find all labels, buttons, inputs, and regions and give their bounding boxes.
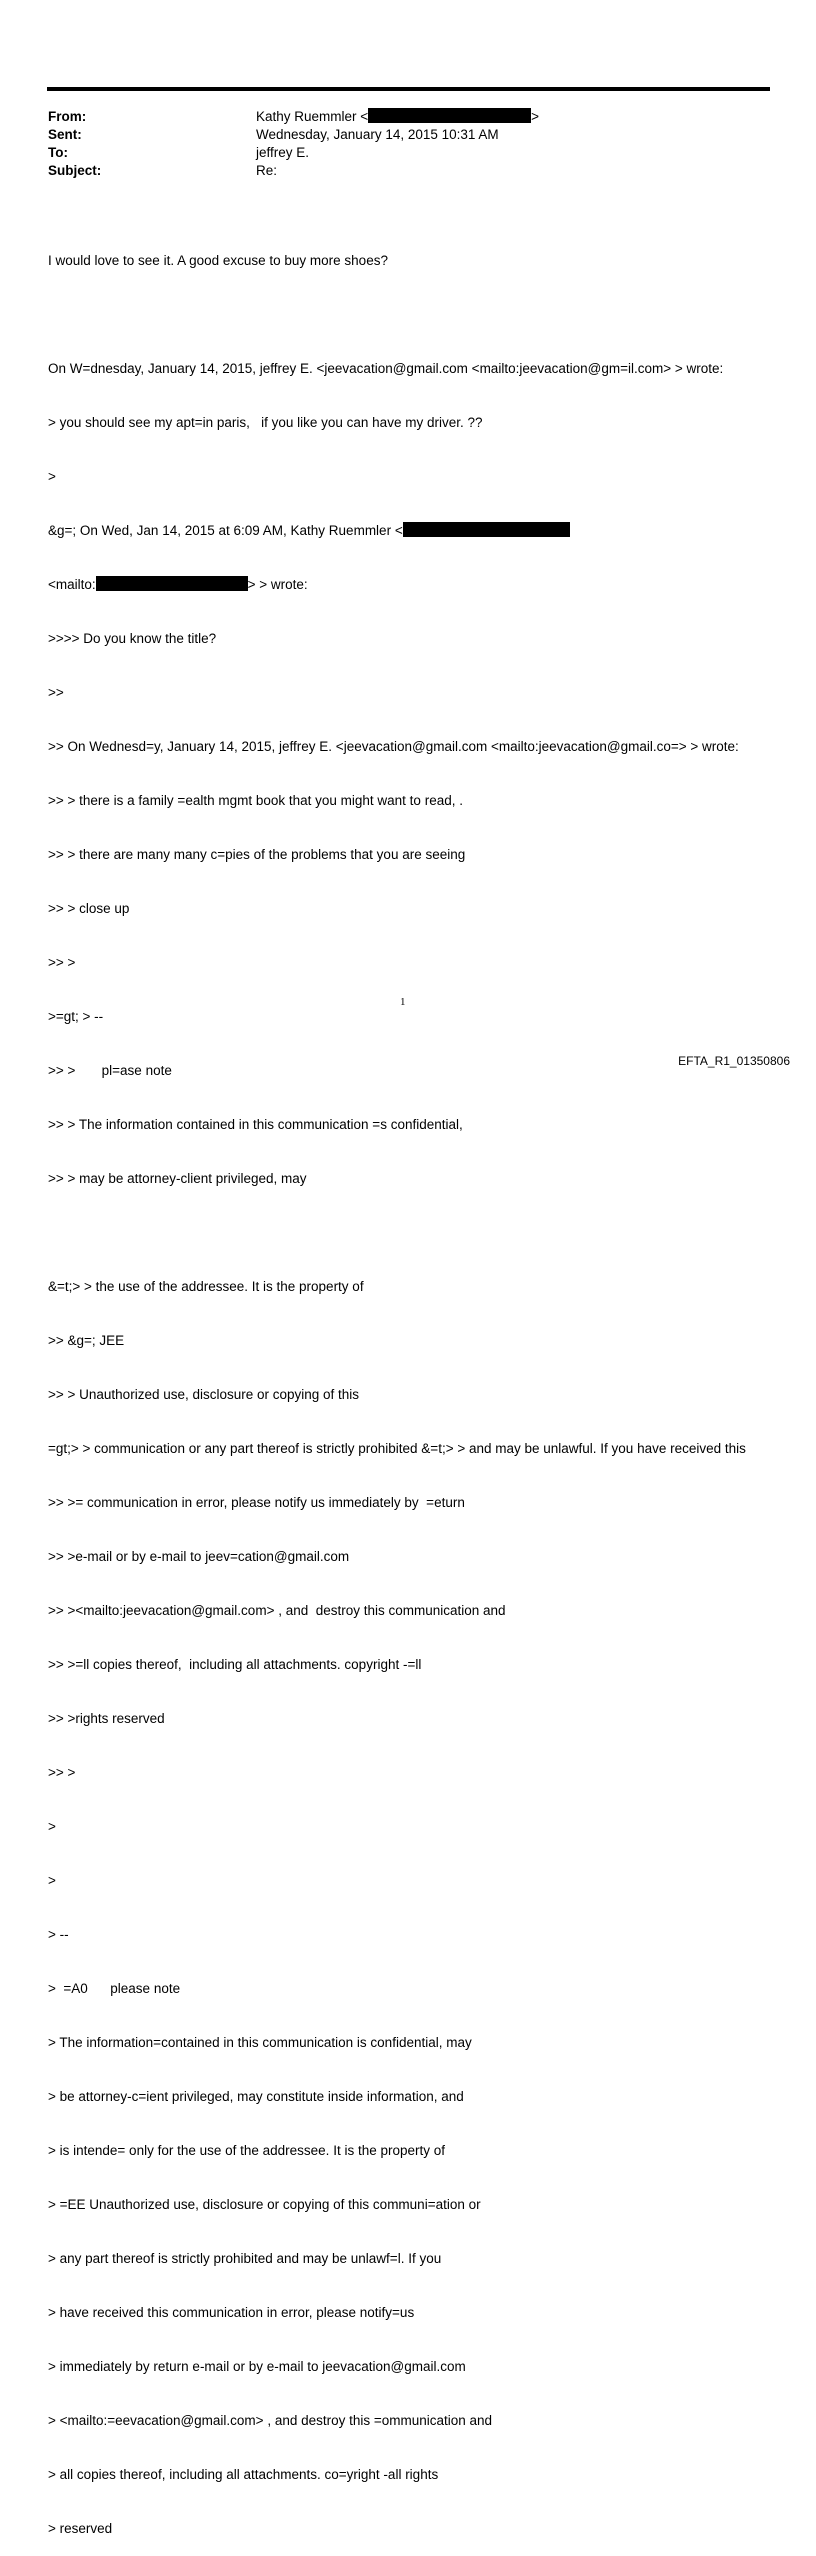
header-rule [47,87,770,91]
body-line: > -- [48,1927,69,1942]
body-line: > =EE Unauthorized use, disclosure or copying of this communi=ation or [48,2197,481,2212]
body-line: >> [48,685,64,700]
subject-label: Subject: [48,163,102,178]
body-line: &=t;> > the use of the addressee. It is the property of [48,1279,364,1294]
from-value [256,108,539,126]
body-line: > [48,1819,56,1834]
body-line: >> > there is a family =ealth mgmt book that you might want to read, . [48,793,463,808]
body-line: > immediately by return e-mail or by e-mail to jeevacation@gmail.com [48,2359,466,2374]
body-line: >> >rights reserved [48,1711,165,1726]
body-line: >> > [48,955,76,970]
body-line: >>>> Do you know the title? [48,631,217,646]
body-line: >> >=ll copies thereof, including all attachments. copyright -=ll [48,1657,422,1672]
body-line: > is intende= only for the use of the addressee. It is the property of [48,2143,445,2158]
from-close: > [531,109,540,124]
body-line: > [48,469,56,484]
body-line: > <mailto:=eevacation@gmail.com> , and destroy this =ommunication and [48,2413,493,2428]
body-line [48,306,768,324]
body-line [48,576,768,594]
body-line: >> > pl=ase note [48,1063,172,1078]
body-line: >> > may be attorney-client privileged, may [48,1171,307,1186]
sent-label: Sent: [48,127,82,142]
page-number: 1 [400,996,406,1008]
body-line: >> > Unauthorized use, disclosure or copying of this [48,1387,360,1402]
email-body [48,216,768,2556]
body-line: =gt;> > communication or any part thereof is strictly prohibited &=t;> > and may be unlawful. If you have received this [48,1441,746,1456]
body-line: >> On Wednesd=y, January 14, 2015, jeffrey E. <jeevacation@gmail.com <mailto:jeevacation@gmail.co=> > wrote: [48,739,739,754]
to-row [48,144,539,162]
to-value: jeffrey E. [256,145,310,160]
from-row [48,108,539,126]
body-line: > you should see my apt=in paris, if you like you can have my driver. ?? [48,415,483,430]
wrote-text: > > wrote: [247,577,308,592]
body-line: >> > there are many many c=pies of the problems that you are seeing [48,847,466,862]
redaction-block [403,522,570,537]
body-line [48,522,768,540]
body-line: > have received this communication in error, please notify=us [48,2305,415,2320]
body-line: >> > close up [48,901,130,916]
quoted-header-text: &g=; On Wed, Jan 14, 2015 at 6:09 AM, Kathy Ruemmler < [48,523,403,538]
to-label: To: [48,145,68,160]
body-line [48,1224,768,1242]
body-line: >> >e-mail or by e-mail to jeev=cation@gmail.com [48,1549,350,1564]
body-line: > any part thereof is strictly prohibited and may be unlawf=l. If you [48,2251,442,2266]
sent-row [48,126,539,144]
sent-value: Wednesday, January 14, 2015 10:31 AM [256,127,499,142]
from-name: Kathy Ruemmler < [256,109,369,124]
body-line: > =A0 please note [48,1981,181,1996]
document-id: EFTA_R1_01350806 [678,1054,790,1068]
email-header [48,108,539,180]
body-line: >> ><mailto:jeevacation@gmail.com> , and destroy this communication and [48,1603,506,1618]
body-line: On W=dnesday, January 14, 2015, jeffrey E. <jeevacation@gmail.com <mailto:jeevacation@gm=il.com> > wrote: [48,361,724,376]
body-line: > be attorney-c=ient privileged, may constitute inside information, and [48,2089,464,2104]
body-line: > reserved [48,2521,113,2536]
body-line: >=gt; > -- [48,1009,104,1024]
body-line: I would love to see it. A good excuse to buy more shoes? [48,253,388,268]
body-line: >> &g=; JEE [48,1333,125,1348]
subject-value: Re: [256,163,278,178]
from-label: From: [48,109,87,124]
body-line: >> >= communication in error, please notify us immediately by =eturn [48,1495,465,1510]
body-line: > all copies thereof, including all attachments. co=yright -all rights [48,2467,439,2482]
redaction-block [368,108,531,123]
body-line: >> > The information contained in this communication =s confidential, [48,1117,463,1132]
body-line: >> > [48,1765,76,1780]
mailto-text: <mailto: [48,577,96,592]
redaction-block [96,576,248,591]
body-line: > The information=contained in this communication is confidential, may [48,2035,472,2050]
body-line: > [48,1873,56,1888]
subject-row [48,162,539,180]
